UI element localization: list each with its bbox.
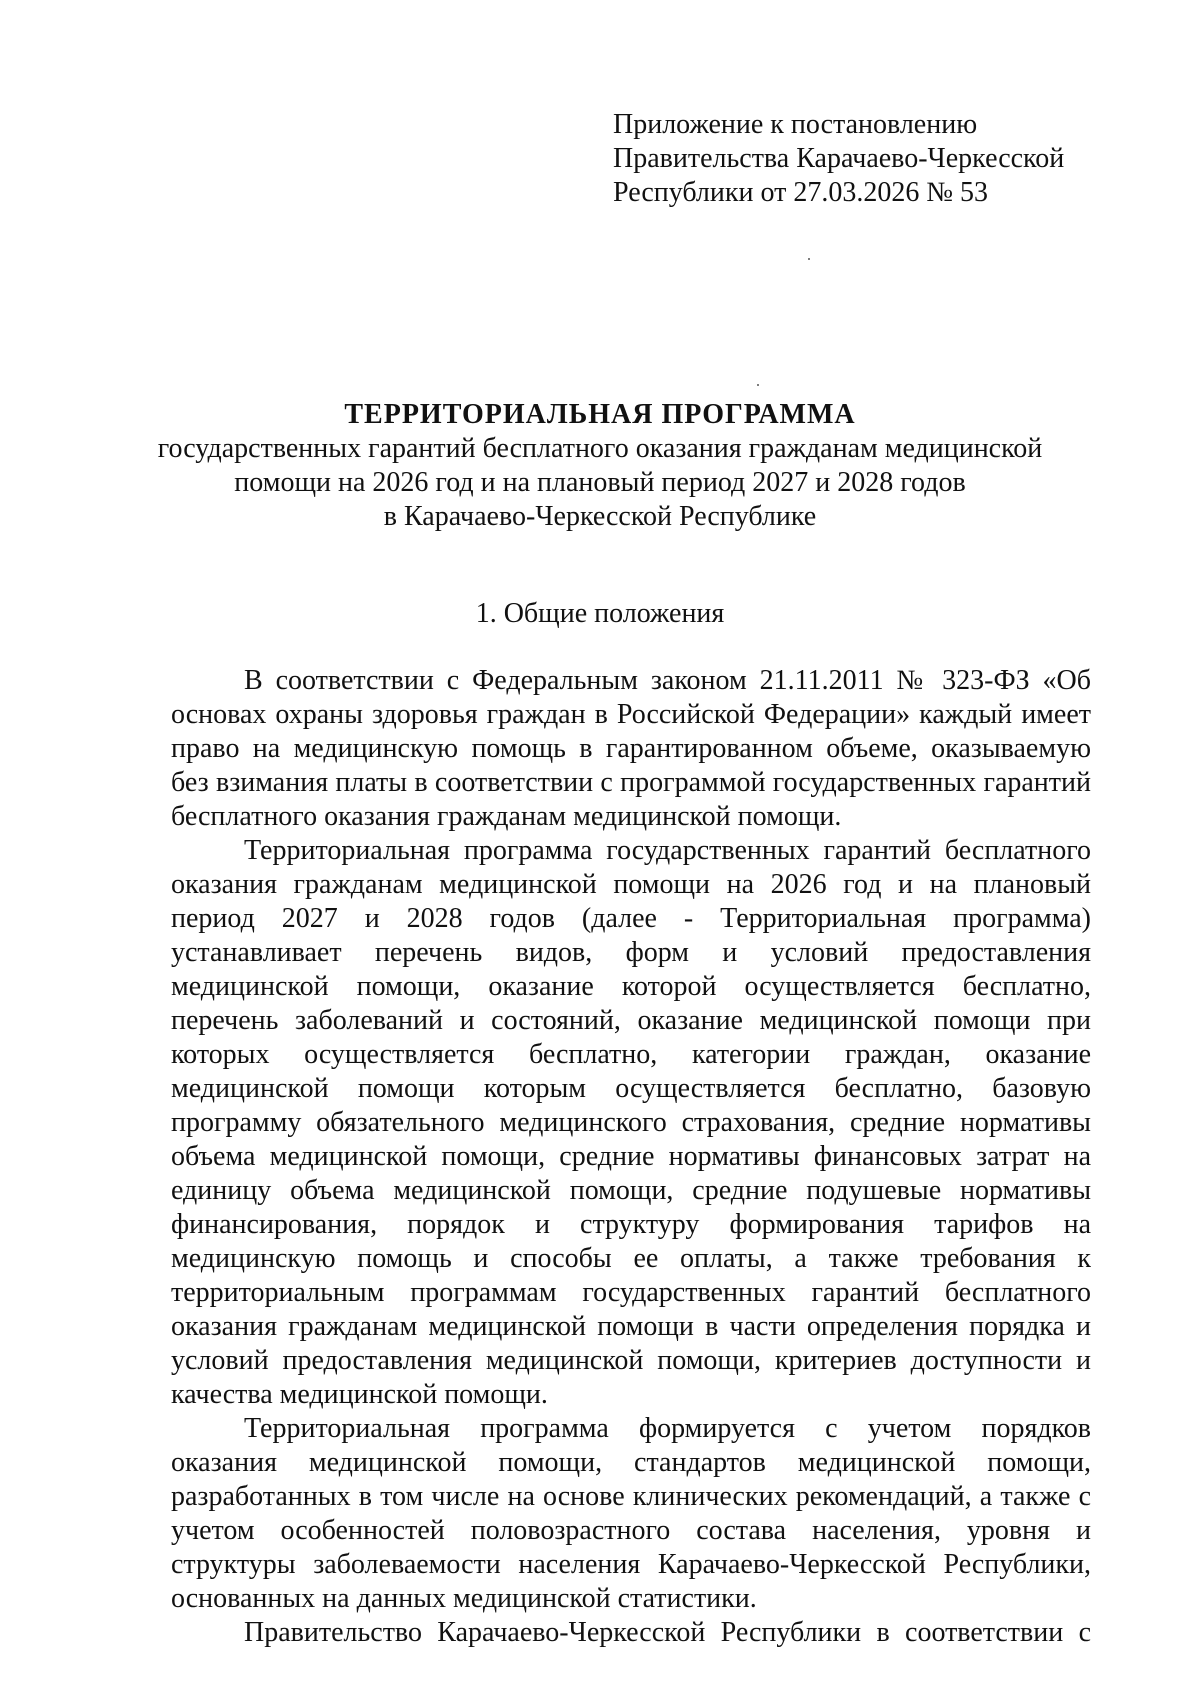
text-line: структуры заболеваемости населения Карачаево-Черкесской Республики, [171, 1549, 1091, 1580]
appendix-line-3: Республики от 27.03.2026 № 53 [613, 177, 989, 208]
appendix-line-2: Правительства Карачаево-Черкесской [613, 143, 1065, 174]
text-line: бесплатного оказания гражданам медицинской помощи. [171, 801, 842, 832]
text-line: условий предоставления медицинской помощи, критериев доступности и [171, 1345, 1091, 1376]
text-line: перечень заболеваний и состояний, оказание медицинской помощи при [171, 1005, 1091, 1036]
text-line: оказания медицинской помощи, стандартов медицинской помощи, [171, 1447, 1091, 1478]
scan-speck [808, 258, 810, 260]
text-line: территориальным программам государственных гарантий бесплатного [171, 1277, 1091, 1308]
section-heading: 1. Общие положения [475, 598, 725, 629]
text-line: объема медицинской помощи, средние нормативы финансовых затрат на [171, 1141, 1091, 1172]
text-line: Территориальная программа государственных гарантий бесплатного [244, 835, 1091, 866]
subtitle-line-2: помощи на 2026 год и на плановый период 2027 и 2028 годов [234, 467, 966, 498]
paragraph [171, 1412, 1091, 1616]
text-line: устанавливает перечень видов, форм и условий предоставления [171, 937, 1091, 968]
text-line: Территориальная программа формируется с учетом порядков [244, 1413, 1091, 1444]
document-title: ТЕРРИТОРИАЛЬНАЯ ПРОГРАММА [344, 399, 856, 430]
text-line: программу обязательного медицинского страхования, средние нормативы [171, 1107, 1091, 1138]
subtitle-line-3: в Карачаево-Черкесской Республике [383, 501, 817, 532]
text-line: учетом особенностей половозрастного состава населения, уровня и [171, 1515, 1091, 1546]
text-line: которых осуществляется бесплатно, категории граждан, оказание [171, 1039, 1091, 1070]
appendix-note [613, 108, 1064, 210]
text-line: медицинскую помощь и способы ее оплаты, а также требования к [171, 1243, 1091, 1274]
paragraph [171, 834, 1091, 1412]
text-line: основанных на данных медицинской статистики. [171, 1583, 757, 1614]
text-line: оказания гражданам медицинской помощи на 2026 год и на плановый [171, 869, 1091, 900]
text-line: качества медицинской помощи. [171, 1379, 548, 1410]
text-line: Правительство Карачаево-Черкесской Республики в соответствии с [244, 1617, 1091, 1648]
document-subtitle [150, 432, 1050, 534]
paragraph [171, 1616, 1091, 1650]
text-line: оказания гражданам медицинской помощи в части определения порядка и [171, 1311, 1091, 1342]
scan-speck [757, 384, 759, 386]
text-line: медицинской помощи которым осуществляется бесплатно, базовую [171, 1073, 1091, 1104]
body-text [171, 664, 1091, 1650]
text-line: медицинской помощи, оказание которой осуществляется бесплатно, [171, 971, 1091, 1002]
text-line: финансирования, порядок и структуру формирования тарифов на [171, 1209, 1091, 1240]
title-block [150, 398, 1050, 534]
text-line: основах охраны здоровья граждан в Российской Федерации» каждый имеет [171, 699, 1091, 730]
text-line: без взимания платы в соответствии с программой государственных гарантий [171, 767, 1091, 798]
subtitle-line-1: государственных гарантий бесплатного оказания гражданам медицинской [157, 433, 1043, 464]
text-line: единицу объема медицинской помощи, средние подушевые нормативы [171, 1175, 1091, 1206]
text-line: В соответствии с Федеральным законом 21.11.2011 № 323-ФЗ «Об [244, 665, 1091, 696]
appendix-line-1: Приложение к постановлению [613, 109, 978, 140]
text-line: разработанных в том числе на основе клинических рекомендаций, а также с [171, 1481, 1091, 1512]
paragraph [171, 664, 1091, 834]
text-line: период 2027 и 2028 годов (далее - Территориальная программа) [171, 903, 1091, 934]
text-line: право на медицинскую помощь в гарантированном объеме, оказываемую [171, 733, 1091, 764]
